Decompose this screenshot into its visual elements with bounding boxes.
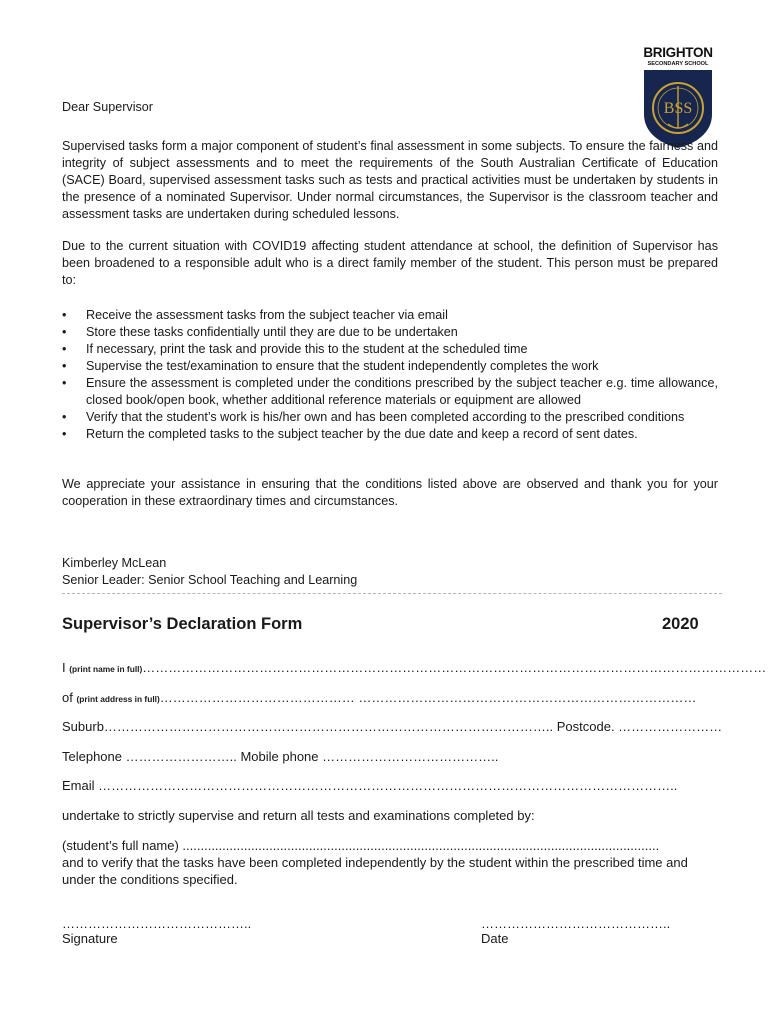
student-name-field[interactable]: (student’s full name) .................................................................................................................................... [62,838,660,853]
logo-school-name: BRIGHTON [643,45,713,60]
verification-text: and to verify that the tasks have been completed independently by the student within the prescribed time and under the conditions specified. [62,855,688,887]
name-field[interactable]: I (print name in full)……………………………………………………………………………………………………………………………… [62,660,767,675]
undertaking-text: undertake to strictly supervise and return all tests and examinations completed by: [62,808,535,823]
form-title: Supervisor’s Declaration Form [62,615,303,633]
list-item: • Store these tasks confidentially until they are due to be undertaken [62,325,458,339]
signature-label: Signature [62,931,118,946]
name-field-hint: (print name in full) [69,664,143,674]
list-item: • Return the completed tasks to the subject teacher by the due date and keep a record of sent dates. [62,427,638,441]
logo-monogram: BSS [663,100,693,117]
list-item: • Receive the assessment tasks from the subject teacher via email [62,308,448,322]
signoff-role: Senior Leader: Senior School Teaching and Learning [62,573,358,587]
list-item: • Verify that the student’s work is his/her own and has been completed according to the prescribed conditions [62,410,685,424]
date-line[interactable]: …………………………………….. [481,916,671,931]
form-year: 2020 [662,615,699,633]
letter-paragraph-3: We appreciate your assistance in ensuring that the conditions listed above are observed and thank you for your cooperation in these extraordinary times and circumstances. [62,477,718,508]
section-divider [62,593,722,594]
suburb-postcode-field[interactable]: Suburb………………………………………………………………………………………….. Postcode. …………………… [62,719,723,734]
list-item: • Supervise the test/examination to ensure that the student independently completes the work [62,359,599,373]
letter-paragraph-1: Supervised tasks form a major component of student’s final assessment in some subjects. To ensure the fairness and integrity of subject assessments and to meet the requirements of the South Australian Certificate of Education (SACE) Board, supervised assessment tasks such as tests and practical activities must be undertaken by students in the presence of a nominated Supervisor. Under normal circumstances, the Supervisor is the classroom teacher and assessment tasks are undertaken during scheduled lessons. [62,139,718,221]
phone-fields[interactable]: Telephone …………………….. Mobile phone ………………………………….. [62,749,499,764]
signature-line[interactable]: …………………………………….. [62,916,252,931]
list-item: • If necessary, print the task and provide this to the student at the scheduled time [62,342,528,356]
date-label: Date [481,931,509,946]
letter-greeting: Dear Supervisor [62,100,153,114]
signoff-name: Kimberley McLean [62,556,167,570]
address-field-hint: (print address in full) [76,694,160,704]
school-logo [640,46,716,150]
supervisor-duties-list [62,307,718,443]
email-field[interactable]: Email …………………………………………………………………………………………………………………….. [62,778,678,793]
logo-school-subtitle: SECONDARY SCHOOL [647,61,709,67]
list-item: • Ensure the assessment is completed under the conditions prescribed by the subject teacher e.g. time allowance, closed book/open book, whether additional reference materials or equipment are allowed [62,376,718,407]
address-field[interactable]: of (print address in full)……………………………………… …………………………………………………………………… [62,690,697,705]
letter-paragraph-2: Due to the current situation with COVID19 affecting student attendance at school, the definition of Supervisor has been broadened to a responsible adult who is a direct family member of the student. This person must be prepared to: [62,239,718,287]
